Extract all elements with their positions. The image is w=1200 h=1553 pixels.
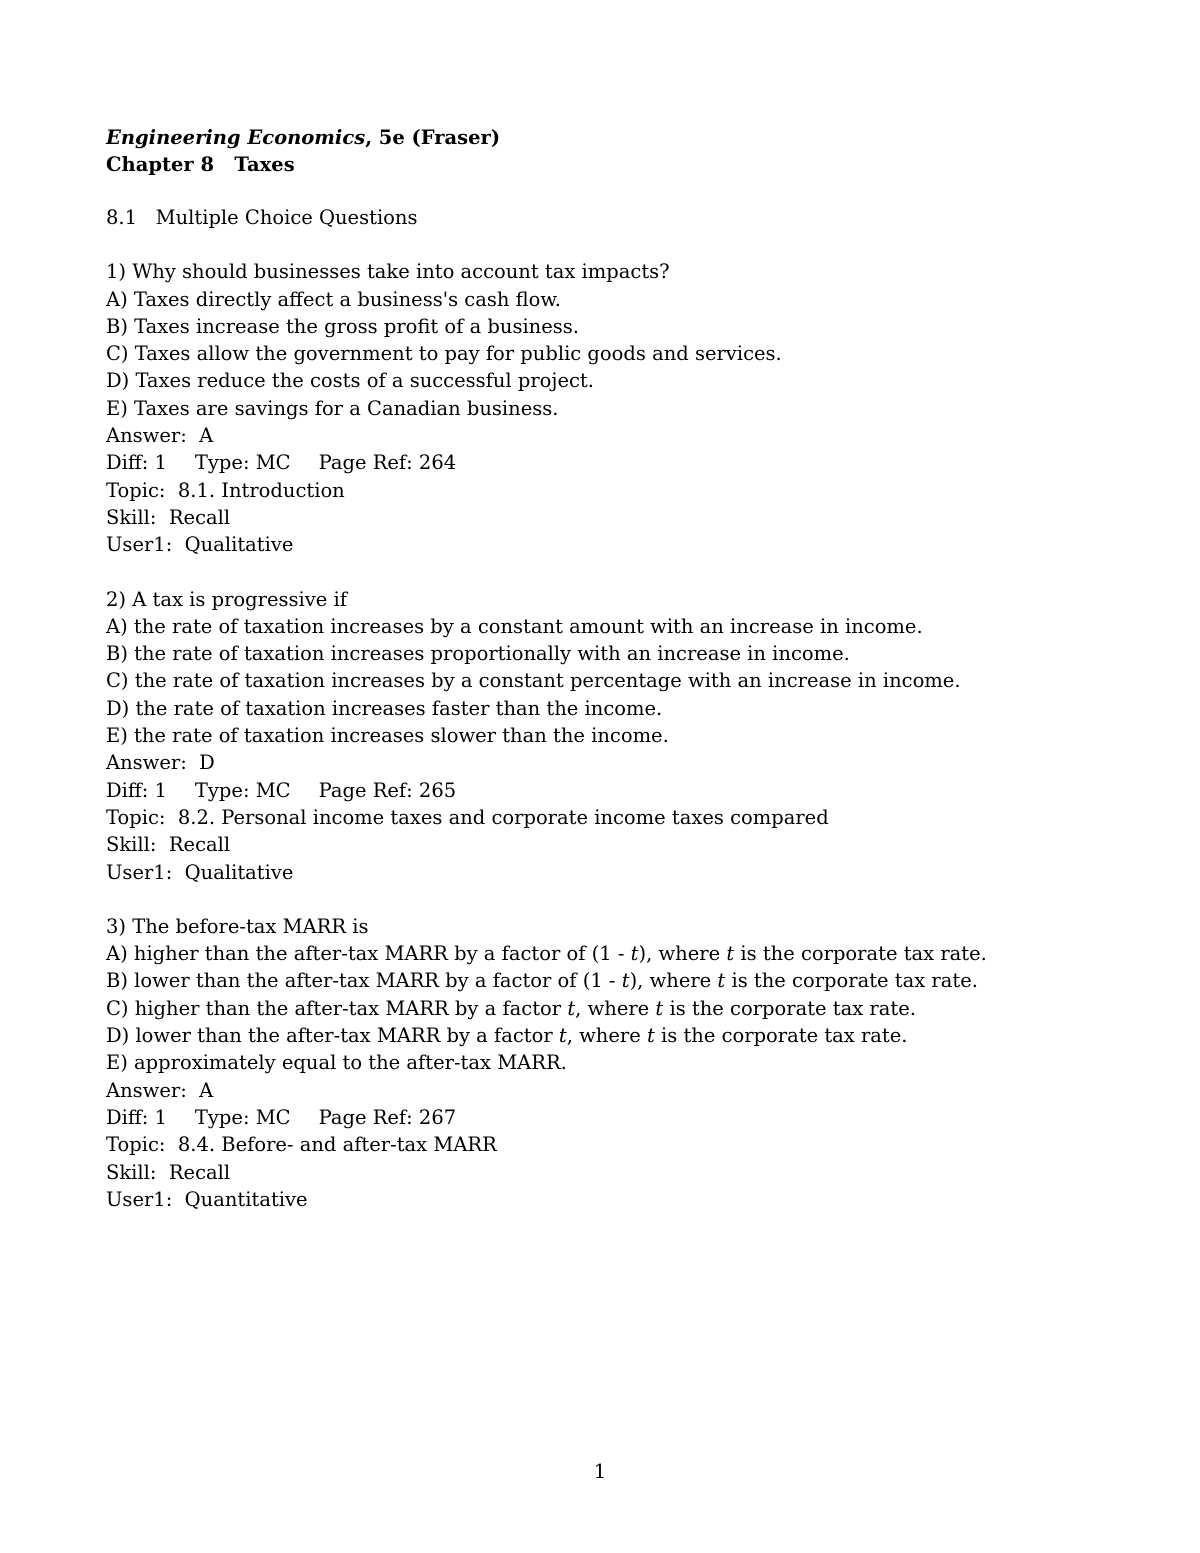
question-1 xyxy=(106,258,1106,558)
option-d: D) Taxes reduce the costs of a successful project. xyxy=(106,369,594,393)
option-c: C) the rate of taxation increases by a constant percentage with an increase in income. xyxy=(106,669,961,693)
skill: Skill: Recall xyxy=(106,1160,231,1184)
answer: Answer: A xyxy=(106,424,214,448)
user1: User1: Qualitative xyxy=(106,860,294,884)
difficulty: Diff: 1 xyxy=(106,778,167,802)
option-a: A) higher than the after-tax MARR by a factor of (1 - t), where t is the corporate tax rate. xyxy=(106,942,987,966)
question-stem: 3) The before-tax MARR is xyxy=(106,914,369,938)
topic: Topic: 8.2. Personal income taxes and corporate income taxes compared xyxy=(106,805,829,829)
book-title: Engineering Economics xyxy=(106,126,366,149)
difficulty: Diff: 1 xyxy=(106,451,167,475)
book-edition: , 5e (Fraser) xyxy=(365,126,501,149)
user1: User1: Qualitative xyxy=(106,533,294,557)
option-e: E) the rate of taxation increases slower than the income. xyxy=(106,724,669,748)
skill: Skill: Recall xyxy=(106,833,231,857)
option-a: A) the rate of taxation increases by a constant amount with an increase in income. xyxy=(106,614,923,638)
option-c: C) higher than the after-tax MARR by a factor t, where t is the corporate tax rate. xyxy=(106,996,916,1020)
option-d: D) lower than the after-tax MARR by a factor t, where t is the corporate tax rate. xyxy=(106,1024,908,1048)
question-type: Type: MC xyxy=(194,1105,291,1129)
question-meta xyxy=(106,449,1106,476)
question-stem: 2) A tax is progressive if xyxy=(106,587,347,611)
option-b: B) Taxes increase the gross profit of a business. xyxy=(106,314,579,338)
option-e: E) approximately equal to the after-tax MARR. xyxy=(106,1051,567,1075)
option-b: B) the rate of taxation increases proportionally with an increase in income. xyxy=(106,642,850,666)
page-ref: Page Ref: 265 xyxy=(318,778,457,802)
option-d: D) the rate of taxation increases faster than the income. xyxy=(106,696,663,720)
question-3 xyxy=(106,913,1106,1213)
question-type: Type: MC xyxy=(194,778,291,802)
question-type: Type: MC xyxy=(194,451,291,475)
difficulty: Diff: 1 xyxy=(106,1105,167,1129)
document-page xyxy=(106,124,1106,1213)
question-2 xyxy=(106,586,1106,886)
section-heading: 8.1 Multiple Choice Questions xyxy=(106,206,418,229)
page-ref: Page Ref: 267 xyxy=(318,1105,457,1129)
book-title-line xyxy=(106,124,1106,151)
answer: Answer: D xyxy=(106,751,215,775)
skill: Skill: Recall xyxy=(106,505,231,529)
option-c: C) Taxes allow the government to pay for public goods and services. xyxy=(106,342,782,366)
page-number: 1 xyxy=(593,1460,607,1483)
option-e: E) Taxes are savings for a Canadian business. xyxy=(106,396,559,420)
chapter-title: Chapter 8 Taxes xyxy=(106,153,295,176)
user1: User1: Quantitative xyxy=(106,1187,308,1211)
option-a: A) Taxes directly affect a business's cash flow. xyxy=(106,287,561,311)
question-stem: 1) Why should businesses take into account tax impacts? xyxy=(106,260,670,284)
question-meta xyxy=(106,777,1106,804)
option-b: B) lower than the after-tax MARR by a factor of (1 - t), where t is the corporate tax rate. xyxy=(106,969,978,993)
answer: Answer: A xyxy=(106,1078,214,1102)
question-meta xyxy=(106,1104,1106,1131)
topic: Topic: 8.1. Introduction xyxy=(106,478,345,502)
topic: Topic: 8.4. Before- and after-tax MARR xyxy=(106,1133,497,1157)
page-ref: Page Ref: 264 xyxy=(318,451,457,475)
